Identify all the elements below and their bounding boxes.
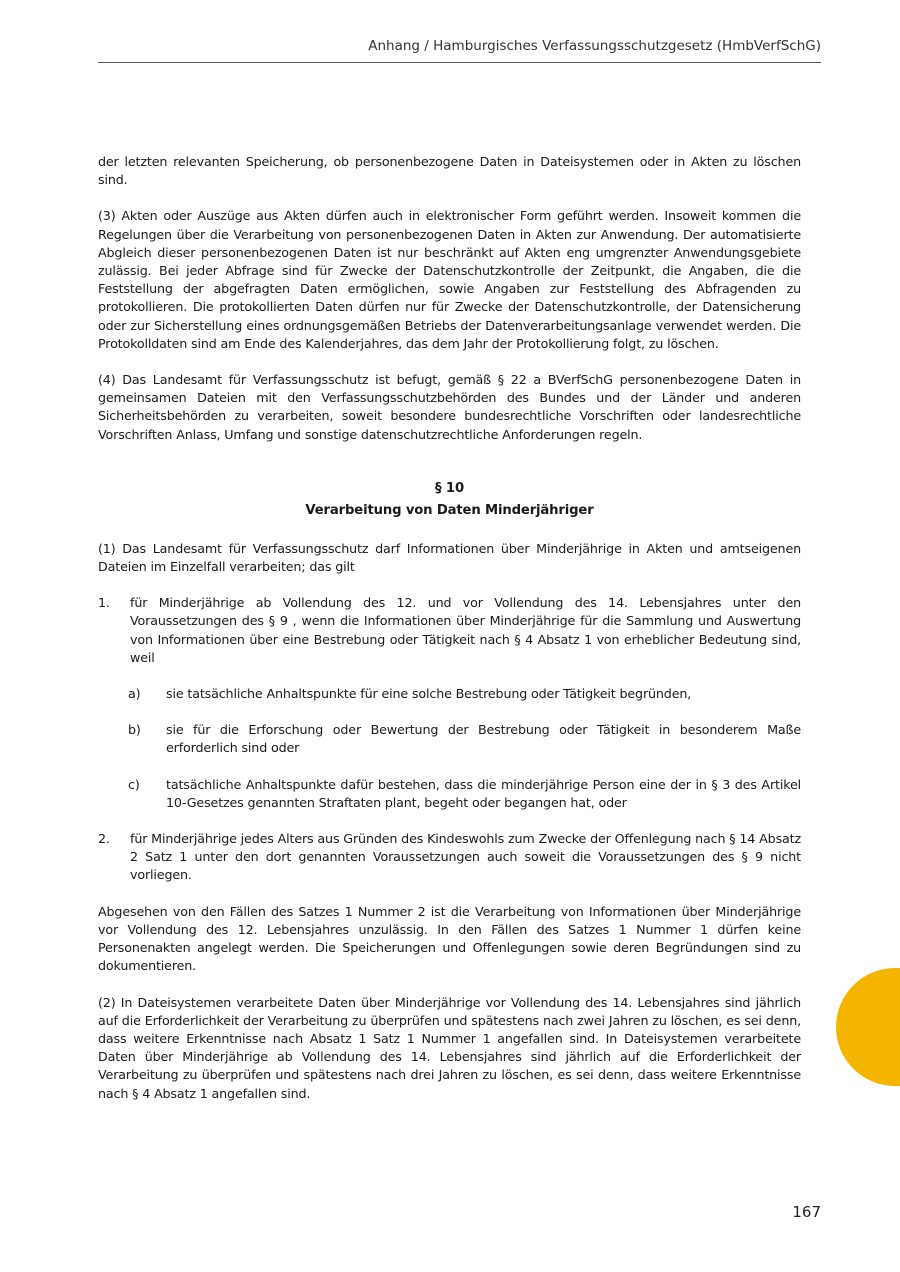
- section-intro: (1) Das Landesamt für Verfassungsschutz darf Informationen über Minderjährige in Akten und amtseigenen Dateien im Einzelfall verarbeiten; das gilt: [98, 540, 801, 575]
- sub-text: tatsächliche Anhaltspunkte dafür bestehen, dass die minderjährige Person eine der in § 3 des Artikel 10-Gesetzes genannten Straftaten plant, begeht oder begangen hat, oder: [166, 776, 801, 810]
- section-title: Verarbeitung von Daten Minderjähriger: [305, 502, 594, 518]
- list-text: für Minderjährige jedes Alters aus Gründen des Kindeswohls zum Zwecke der Offenlegung nach § 14 Absatz 2 Satz 1 unter den dort genannten Voraussetzungen auch soweit die Voraussetzungen des § 9 nicht vorliegen.: [130, 831, 801, 883]
- sub-letter: a): [128, 686, 141, 702]
- paragraph-2: (2) In Dateisystemen verarbeitete Daten über Minderjährige vor Vollendung des 14. Lebensjahres sind jährlich auf die Erforderlichkeit der Verarbeitung zu überprüfen und spätestens nach zwei Jahren zu löschen, es sei denn, dass weitere Erkenntnisse nach Absatz 1 Satz 1 Nummer 1 angefallen sind. In Dateisystemen verarbeitete Daten über Minderjährige ab Vollendung des 14. Lebensjahres sind jährlich auf die Erforderlichkeit der Verarbeitung zu überprüfen und spätestens nach drei Jahren zu löschen, es sei denn, dass weitere Erkenntnisse nach § 4 Absatz 1 angefallen sind.: [98, 994, 801, 1101]
- section-number: § 10: [435, 480, 464, 496]
- page-number: 167: [792, 1203, 821, 1221]
- list-item-1: [98, 594, 801, 667]
- paragraph-3: (3) Akten oder Auszüge aus Akten dürfen auch in elektronischer Form geführt werden. Insoweit kommen die Regelungen über die Verarbeitung von personenbezogenen Daten in Akten zur Anwendung. Der automatisierte Abgleich dieser personenbezogenen Daten ist nur beschränkt auf Akten eng umgrenzter Anwendungsgebiete zulässig. Bei jeder Abfrage sind für Zwecke der Datenschutzkontrolle der Zeitpunkt, die Angaben, die die Feststellung der abgefragten Daten ermöglichen, sowie Angaben zur Feststellung des Abfragenden zu protokollieren. Die protokollierten Daten dürfen nur für Zwecke der Datenschutzkontrolle, der Datensicherung oder zur Sicherstellung eines ordnungsgemäßen Betriebs der Datenverarbeitungsanlage verwendet werden. Die Protokolldaten sind am Ende des Kalenderjahres, das dem Jahr der Protokollierung folgt, zu löschen.: [98, 208, 801, 351]
- paragraph-4: (4) Das Landesamt für Verfassungsschutz ist befugt, gemäß § 22 a BVerfSchG personenbezogene Daten in gemeinsamen Dateien mit den Verfassungsschutzbehörden des Bundes und der Länder und anderen Sicherheitsbehörden zu verarbeiten, soweit besondere bundesrechtliche Vorschriften oder landesrechtliche Vorschriften Anlass, Umfang und sonstige datenschutzrechtliche Anforderungen regeln.: [98, 372, 801, 442]
- sub-text: sie tatsächliche Anhaltspunkte für eine solche Bestrebung oder Tätigkeit begründen,: [166, 686, 692, 702]
- section-heading: [98, 478, 801, 522]
- sub-text: sie für die Erforschung oder Bewertung der Bestrebung oder Tätigkeit in besonderem Maße erforderlich sind oder: [166, 722, 801, 756]
- running-header: Anhang / Hamburgisches Verfassungsschutzgesetz (HmbVerfSchG): [98, 38, 821, 63]
- chapter-tab-marker: [836, 968, 900, 1086]
- sub-letter: c): [128, 776, 140, 792]
- sub-letter: b): [128, 722, 141, 738]
- list-number: 2.: [98, 831, 110, 847]
- page-body: [98, 153, 801, 1103]
- sub-item-a: [98, 685, 801, 703]
- list-number: 1.: [98, 595, 110, 611]
- continuation-paragraph: der letzten relevanten Speicherung, ob personenbezogene Daten in Dateisystemen oder in Akten zu löschen sind.: [98, 154, 801, 188]
- list-text: für Minderjährige ab Vollendung des 12. und vor Vollendung des 14. Lebensjahres unter den Voraussetzungen des § 9 , wenn die Informationen über Minderjährige für die Sammlung und Auswertung von Informationen über eine Bestrebung oder Tätigkeit nach § 4 Absatz 1 von erheblicher Bedeutung sind, weil: [130, 595, 801, 665]
- sub-item-c: [98, 776, 801, 812]
- closing-paragraph: Abgesehen von den Fällen des Satzes 1 Nummer 2 ist die Verarbeitung von Informationen über Minderjährige vor Vollendung des 12. Lebensjahres unzulässig. In den Fällen des Satzes 1 Nummer 1 dürfen keine Personenakten angelegt werden. Die Speicherungen und Offenlegungen sowie deren Begründungen sind zu dokumentieren.: [98, 903, 801, 974]
- list-item-2: [98, 830, 801, 885]
- sub-item-b: [98, 721, 801, 757]
